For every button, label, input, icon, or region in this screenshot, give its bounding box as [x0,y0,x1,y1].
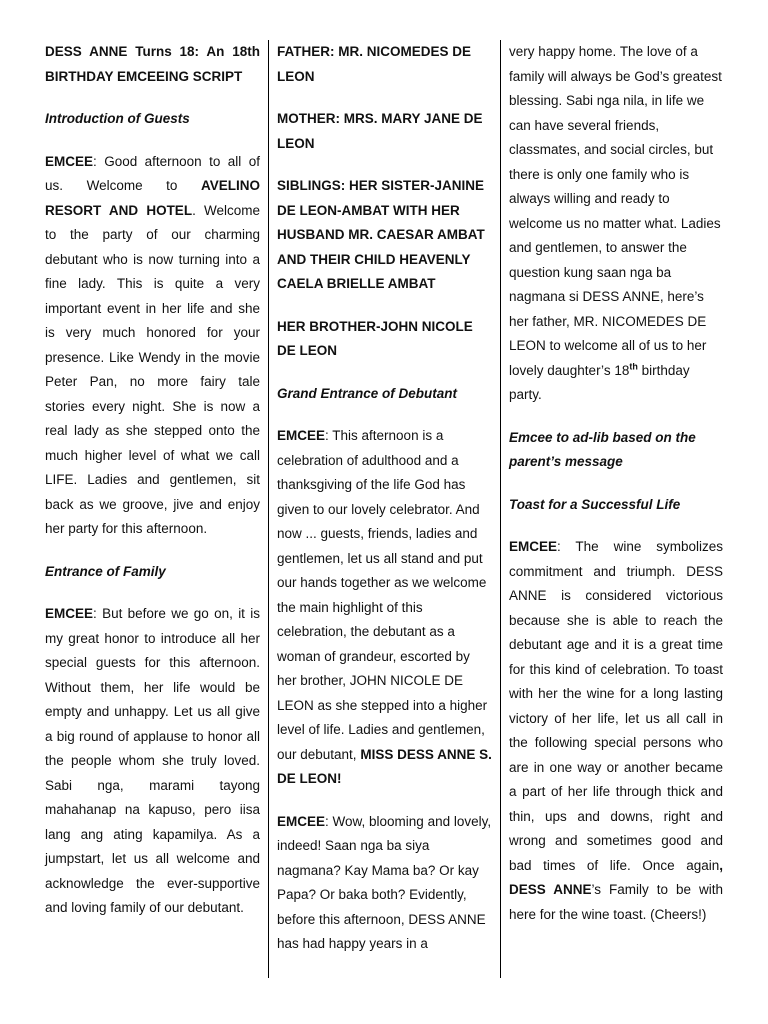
venue-name: AVELINO RESORT AND HOTEL [45,178,260,218]
paragraph-text: . Welcome to the party of our charming debutant who is now turning into a fine lady. This is quite a very important event in her life and she is very much honored for your presence. Like Wendy in the movie Peter Pan, no more fairy tale stories every night. She is now a real lady as she stepped onto the much higher level of what we call LIFE. Ladies and gentlemen, sit back as we groove, jive and enjoy her party for this afternoon. [45,202,260,536]
paragraph-blooming [277,810,493,957]
column-divider-right [500,40,501,978]
guest-mother: MOTHER: MRS. MARY JANE DE LEON [277,111,483,151]
section-heading-introduction: Introduction of Guests [45,111,190,126]
speaker-label: EMCEE [277,813,326,829]
paragraph-text: very happy home. The love of a family will always be God’s greatest blessing. Sabi nga nila, in life we can have several friends, classmates, and social circles, but there is only one family who is always willing and ready to welcome us no matter what. Ladies and gentlemen, to answer the question kung saan nga ba nagmana si DESS ANNE, here’s her father, MR. NICOMEDES DE LEON to welcome all of us to her lovely daughter’s 18 [509,44,722,378]
paragraph-toast [509,535,723,927]
section-heading-adlib: Emcee to ad-lib based on the parent’s message [509,429,696,469]
paragraph-text: birthday party. [509,362,690,402]
guest-father: FATHER: MR. NICOMEDES DE LEON [277,44,472,84]
speaker-label: EMCEE [277,428,326,443]
paragraph-text: : The wine symbolizes commitment and triumph. DESS ANNE is considered victorious because she is able to reach the debutant age and it is a great time for this kind of celebration. To toast with her the wine for a long lasting victory of her life, let us all call in the following special persons who are in one way or another became a part of her life through thick and thin, ups and downs, right and wrong and sometimes good and bad times of life. Once again [509,539,723,873]
paragraph-grand-entrance [277,424,493,792]
speaker-label: EMCEE [509,539,558,554]
debutant-name: MISS DESS ANNE S. DE LEON! [277,746,492,786]
script-title: DESS ANNE Turns 18: An 18th BIRTHDAY EMCEEING SCRIPT [45,44,260,84]
paragraph-text: ’s Family to be with here for the wine toast. (Cheers!) [509,882,724,922]
column-1 [45,40,260,939]
column-3 [509,40,723,945]
speaker-label: EMCEE [45,606,94,621]
paragraph-family-intro [45,602,260,921]
column-divider-left [268,40,269,978]
paragraph-text: : Wow, blooming and lovely, indeed! Saan nga ba siya nagmana? Kay Mama ba? Or kay Papa? Or baka both? Evidently, before this afternoon, DESS ANNE has had happy years in a [277,813,492,951]
paragraph-welcome [45,150,260,542]
paragraph-text: : Good afternoon to all of us. Welcome to [45,153,260,193]
ordinal-suffix: th [629,361,638,371]
section-heading-grand-entrance: Grand Entrance of Debutant [277,385,458,401]
guest-siblings: SIBLINGS: HER SISTER-JANINE DE LEON-AMBAT WITH HER HUSBAND MR. CAESAR AMBAT AND THEIR CHILD HEAVENLY CAELA BRIELLE AMBAT [277,178,485,291]
debutant-name: , DESS ANNE [509,857,723,897]
speaker-label: EMCEE [45,153,94,169]
column-2 [277,40,493,957]
guest-brother: HER BROTHER-JOHN NICOLE DE LEON [277,318,473,358]
paragraph-text: : This afternoon is a celebration of adulthood and a thanksgiving of the life God has given to our lovely celebrator. And now ... guests, friends, ladies and gentlemen, let us all stand and put our hands together as we welcome the main highlight of this celebration, the debutant as a woman of grandeur, escorted by her brother, JOHN NICOLE DE LEON as she stepped into a higher level of life. Ladies and gentlemen, our debutant, [277,428,488,762]
section-heading-toast: Toast for a Successful Life [509,496,681,512]
paragraph-continuation [509,40,723,408]
section-heading-family: Entrance of Family [45,563,166,579]
paragraph-text: : But before we go on, it is my great honor to introduce all her special guests for this afternoon. Without them, her life would be empty and unhappy. Let us all give a big round of applause to honor all the people whom she truly loved. Sabi nga, marami tayong mahahanap na kapuso, pero iisa lang ang ating kapamilya. As a jumpstart, let us all welcome and acknowledge the ever-supportive and loving family of our debutant. [45,606,260,915]
